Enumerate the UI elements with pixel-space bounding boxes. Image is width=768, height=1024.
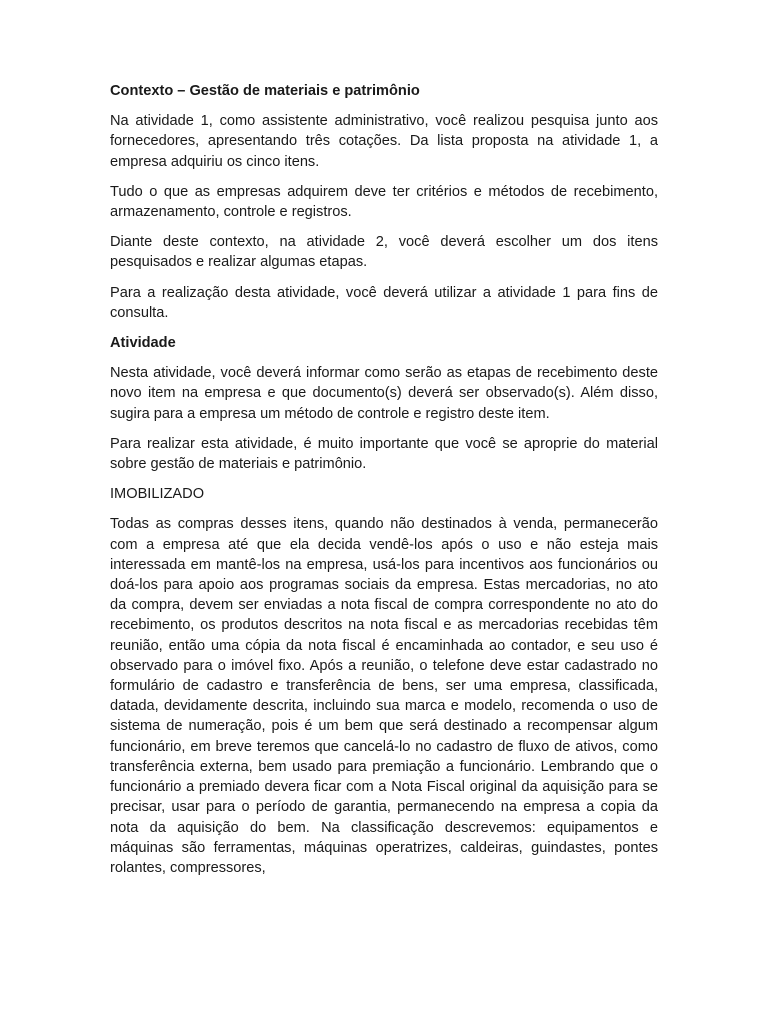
activity-paragraph-2: Para realizar esta atividade, é muito importante que você se aproprie do material sobre gestão de materiais e patrimônio. — [110, 435, 658, 473]
context-heading: Contexto – Gestão de materiais e patrimônio — [110, 83, 420, 99]
activity-paragraph-1: Nesta atividade, você deverá informar como serão as etapas de recebimento deste novo item na empresa e que documento(s) deverá ser observado(s). Além disso, sugira para a empresa um método de controle e registro deste item. — [110, 365, 658, 422]
document-page — [110, 81, 658, 888]
section-paragraph: Todas as compras desses itens, quando não destinados à venda, permanecerão com a empresa até que ela decida vendê-los após o uso e não esteja mais interessada em mantê-los na empresa, usá-los para incentivos aos funcionários ou doá-los para apoio aos programas sociais da empresa. Estas mercadorias, no ato da compra, devem ser enviadas a nota fiscal de compra correspondente no ato do recebimento, os produtos descritos na nota fiscal e as mercadorias recebidas têm reunião, então uma cópia da nota fiscal é encaminhada ao contador, e seu uso é observado para o imóvel fixo. Após a reunião, o telefone deve estar cadastrado no formulário de cadastro e transferência de bens, ser uma empresa, classificada, datada, devidamente descrita, incluindo sua marca e modelo, recomenda o uso de sistema de numeração, pois é um bem que será destinado a recompensar algum funcionário, em breve teremos que cancelá-lo no cadastro de fluxo de ativos, como transferência externa, bem usado para premiação a funcionário. Lembrando que o funcionário a premiado devera ficar com a Nota Fiscal original da aquisição para se precisar, usar para o período de garantia, permanecendo na empresa a copia da nota da aquisição do bem. Na classificação descrevemos: equipamentos e máquinas são ferramentas, máquinas operatrizes, caldeiras, guindastes, pontes rolantes, compressores, — [110, 516, 658, 876]
section-label: IMOBILIZADO — [110, 486, 205, 503]
context-paragraph-4: Para a realização desta atividade, você deverá utilizar a atividade 1 para fins de consulta. — [110, 284, 658, 321]
context-paragraph-3: Diante deste contexto, na atividade 2, você deverá escolher um dos itens pesquisados e realizar algumas etapas. — [110, 234, 658, 271]
activity-heading: Atividade — [110, 335, 176, 352]
context-paragraph-2: Tudo o que as empresas adquirem deve ter critérios e métodos de recebimento, armazenamento, controle e registros. — [110, 183, 658, 221]
context-paragraph-1: Na atividade 1, como assistente administrativo, você realizou pesquisa junto aos fornecedores, apresentando três cotações. Da lista proposta na atividade 1, a empresa adquiriu os cinco itens. — [110, 113, 658, 170]
